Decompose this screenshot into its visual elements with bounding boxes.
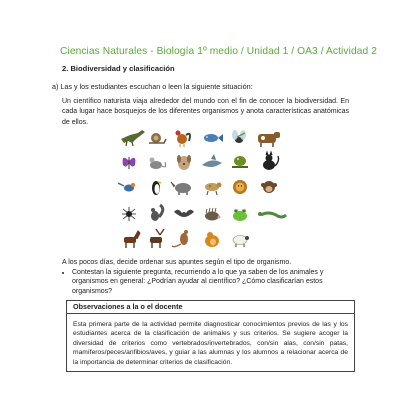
lion-icon — [233, 180, 247, 194]
after-section — [62, 258, 357, 296]
mouse-icon — [150, 158, 166, 170]
dinosaur-icon — [121, 130, 145, 146]
teacher-notes-body: Esta primera parte de la actividad permite diagnosticar conocimientos previos de las y los estudiantes acerca de la clasificación de animales y sus criterios. Se sugiere acoger la diversidad de criterios como vertebrados/invertebrados, con/sin alas, con/sin patas, mamíferos/peces/anfibios/aves, y guiar a las alumnas y los alumnos a relacionar acerca de la importancia de determinar criterios de clasificación. — [73, 321, 348, 366]
spider-icon — [122, 207, 136, 221]
teacher-notes-title: Observaciones a la o el docente — [67, 301, 354, 314]
penguin-icon — [152, 181, 161, 195]
rhino-icon — [171, 182, 191, 195]
bird-icon — [118, 183, 135, 192]
crocodile-icon — [232, 156, 248, 167]
hyena-icon — [205, 183, 222, 196]
rooster-icon — [176, 131, 191, 148]
sheep-icon — [233, 236, 249, 248]
after-paragraph: A los pocos días, decide ordenar sus apuntes según el tipo de organismo. — [62, 259, 292, 266]
bat-icon — [174, 210, 194, 217]
activity-header: Ciencias Naturales - Biología 1º medio / Unidad 1 / OA3 / Actividad 2 — [60, 46, 377, 57]
butterfly-icon — [123, 157, 136, 169]
question-list — [62, 268, 357, 297]
snail-icon — [149, 133, 166, 143]
hedgehog-icon — [205, 208, 221, 221]
question-a: a) Las y los estudiantes escuchan o leen la siguiente situación: — [52, 82, 253, 91]
squirrel-icon — [151, 205, 163, 221]
cow-icon — [258, 132, 280, 147]
cat-icon — [263, 152, 279, 170]
frog-icon — [233, 209, 247, 221]
intro-paragraph: Un científico naturista viaja alrededor del mundo con el fin de conocer la biodiversidad. En cada lugar hace bosquejos de los diferentes organismos y anota características anatómicas de ellos. — [62, 98, 349, 126]
fly-icon — [232, 130, 246, 143]
monkey-icon — [261, 181, 277, 193]
moose-icon — [150, 229, 164, 248]
dog-icon — [177, 155, 191, 170]
fish-icon — [204, 134, 223, 142]
chipmunk-icon — [205, 232, 219, 247]
horse-icon — [124, 231, 140, 248]
lizard-icon — [258, 212, 286, 217]
kangaroo-icon — [172, 230, 188, 247]
teacher-notes-box — [66, 300, 355, 372]
question-bullet: • Contestan la siguiente pregunta, recurriendo a lo que ya saben de los animales y organismos en general: ¿Podrían ayudar al científico? ¿Cómo clasificarían estos organismos? — [72, 268, 357, 297]
animal-illustrations-grid — [118, 125, 290, 253]
section-title: 2. Biodiversidad y clasificación — [62, 64, 175, 73]
shark-icon — [202, 154, 222, 167]
